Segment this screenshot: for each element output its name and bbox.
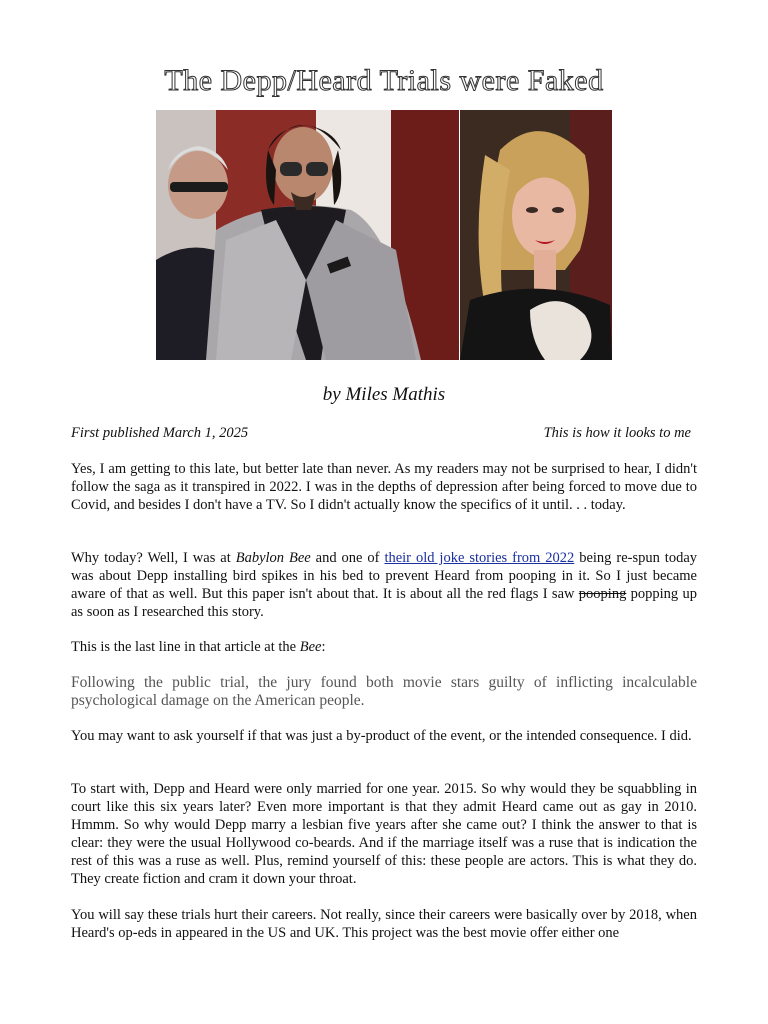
document-title: The Depp/Heard Trials were Faked	[164, 64, 604, 97]
byline: by Miles Mathis	[322, 384, 446, 405]
p2-text-b: and one of	[310, 550, 385, 566]
paragraph-4: You may want to ask yourself if that was just a by-product of the event, or the intended consequence. I did.	[71, 728, 692, 744]
paragraph-1: Yes, I am getting to this late, but better late than never. As my readers may not be surprised to hear, I didn't follow the saga as it transpired in 2022. I was in the depths of depression after being forced to move due to Covid, and besides I don't have a TV. So I didn't actually know the specifics of it until. . . today.	[71, 461, 697, 513]
p2-text-d: popping up as soon as I researched this story.	[71, 586, 697, 620]
p2-text-c: being re-spun today was about Depp installing bird spikes in his bed to prevent Heard from pooping in it. So I just became aware of that as well. But this paper isn't about that. It is about all the red flags I saw	[71, 550, 698, 602]
struck-word: pooping	[578, 586, 627, 602]
paragraph-3	[71, 638, 697, 656]
paragraph-5: To start with, Depp and Heard were only married for one year. 2015. So why would they be squabbling in court like this six years later? Even more important is that they admit Heard came out as gay in 2010. Hmmm. So why would Depp marry a lesbian five years after she came out? I think the answer to that is clear: they were the usual Hollywood co-beards. And if the marriage itself was a ruse that is indication the rest of this was a ruse as well. Plus, remind yourself of this: these people are actors. This is what they do. They create fiction and cram it down your throat.	[71, 781, 697, 887]
heard-photo-illustration	[460, 110, 612, 360]
p3-text-b: :	[321, 639, 326, 655]
tagline: This is how it looks to me	[543, 425, 691, 441]
paragraph-6: You will say these trials hurt their careers. Not really, since their careers were basically over by 2018, when Heard's op-eds in appeared in the US and UK. This project was the best movie offer either one	[71, 907, 697, 941]
p3-text-a: This is the last line in that article at the	[71, 639, 300, 655]
published-date: First published March 1, 2025	[71, 425, 249, 441]
old-joke-stories-link[interactable]: their old joke stories from 2022	[384, 550, 575, 566]
babylon-bee-name: Babylon Bee	[235, 550, 311, 566]
photo-depp	[156, 110, 459, 360]
paragraph-2	[71, 549, 697, 621]
bee-name: Bee	[299, 639, 322, 655]
depp-photo-illustration	[156, 110, 459, 360]
p2-text-a: Why today? Well, I was at	[71, 550, 236, 566]
photo-heard	[460, 110, 612, 360]
block-quote: Following the public trial, the jury found both movie stars guilty of inflicting incalculable psychological damage on the American people.	[71, 674, 697, 709]
